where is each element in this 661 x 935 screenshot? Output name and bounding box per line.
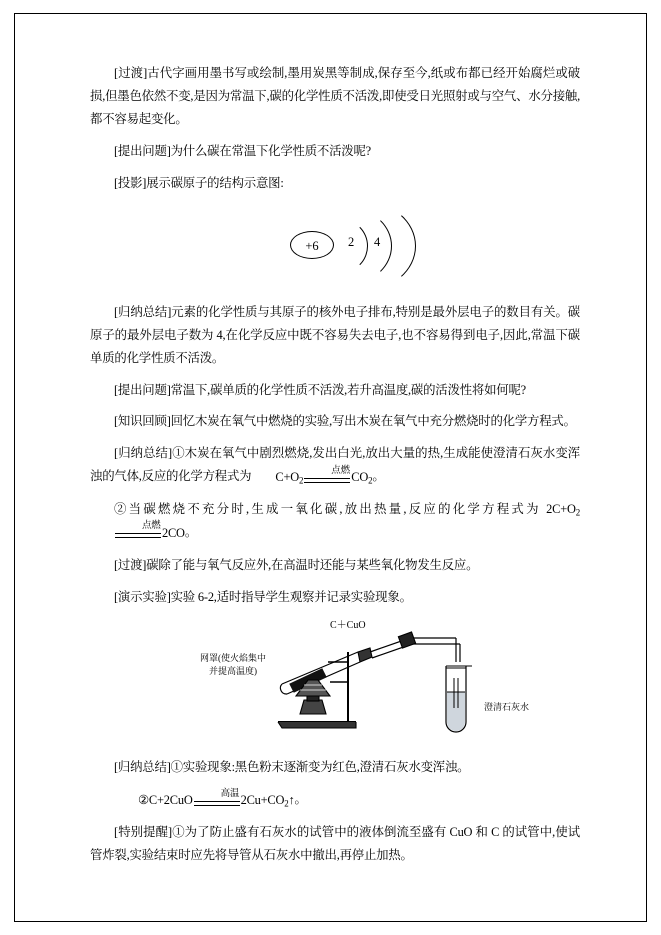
paragraph-knowledge-review: [知识回顾]回忆木炭在氧气中燃烧的实验,写出木炭在氧气中充分燃烧时的化学方程式。 (114, 414, 576, 429)
equation-1 (251, 466, 372, 489)
equation-1-left-sub: 2 (299, 475, 304, 486)
equation-1-left: C+O (275, 469, 299, 484)
carbon-atom-diagram (90, 205, 580, 283)
equation-3-right: 2Cu+CO (240, 793, 285, 808)
equation-1-condition: 点燃 (331, 465, 350, 476)
atom-nucleus-label: +6 (290, 231, 334, 259)
paragraph-demo-experiment: [演示实验]实验 6-2,适时指导学生观察并记录实验现象。 (114, 589, 412, 604)
paragraph-summary-2: [归纳总结]①实验现象:黑色粉末逐渐变为红色,澄清石灰水变浑浊。 (114, 760, 470, 775)
reaction-arrow-icon (194, 788, 240, 802)
paragraph-equation-3 (90, 788, 580, 812)
apparatus-drawing-icon (260, 622, 520, 740)
figure-label-mesh-cover: 网罩(使火焰集中并提高温度) (200, 653, 266, 677)
equation-3-arrow-up: ↑ (288, 793, 295, 808)
paragraph-special-note: [特别提醒]①为了防止盛有石灰水的试管中的液体倒流至盛有 CuO 和 C 的试管中,使试管炸裂,实验结束时应先将导管从石灰水中撤出,再停止加热。 (90, 825, 580, 862)
equation-3-prefix: ②C+2CuO (138, 793, 193, 808)
equation-2-prefix: ②当碳燃烧不充分时,生成一氧化碳,放出热量,反应的化学方程式为 2C+O (114, 501, 576, 516)
equation-1-right-sub: 2 (368, 475, 373, 486)
paragraph-transition-2: [过渡]碳除了能与氧气反应外,在高温时还能与某些氧化物发生反应。 (114, 557, 479, 572)
paragraph-equation-2 (90, 498, 580, 545)
equation-3-condition: 高温 (220, 788, 240, 799)
equation-3 (114, 789, 295, 812)
figure-label-reactants: C＋CuO (330, 620, 366, 632)
shell-electron-count-1: 2 (348, 234, 355, 249)
equation-3-suffix: 。 (294, 792, 307, 807)
equation-2 (90, 522, 185, 545)
reaction-arrow-icon (115, 521, 161, 534)
equation-1-right: CO (351, 469, 369, 484)
shell-electron-count-2: 4 (374, 234, 381, 249)
equation-2-condition: 点燃 (142, 521, 161, 532)
paragraph-transition: [过渡]古代字画用墨书写或绘制,墨用炭黑等制成,保存至今,纸或布都已经开始腐烂或破损,但墨色依然不变,是因为常温下,碳的化学性质不活泼,即使受日光照射或与空气、水分接触,都不容易起变化。 (90, 66, 580, 126)
equation-1-suffix: 。 (372, 469, 385, 484)
equation-3-right-sub: 2 (284, 798, 289, 809)
paragraph-projection: [投影]展示碳原子的结构示意图: (114, 175, 284, 190)
atom-structure-icon (290, 205, 430, 283)
paragraph-question-2: [提出问题]常温下,碳单质的化学性质不活泼,若升高温度,碳的活泼性将如何呢? (114, 382, 526, 397)
paragraph-question: [提出问题]为什么碳在常温下化学性质不活泼呢? (114, 143, 371, 158)
paragraph-summary-1: [归纳总结]元素的化学性质与其原子的核外电子排布,特别是最外层电子的数目有关。碳原子的最外层电子数为 4,在化学反应中既不容易失去电子,也不容易得到电子,因此,常温下碳单质的化学性质不活泼。 (90, 304, 580, 365)
document-content (90, 62, 580, 876)
experiment-apparatus-figure (90, 616, 580, 744)
figure-label-limewater: 澄清石灰水 (484, 702, 530, 713)
equation-1-prefix: [归纳总结]①木炭在氧气中剧烈燃烧,发出白光,放出大量的热,生成能使澄清石灰水变浑浊的气体,反应的化学方程式为 (90, 446, 580, 484)
equation-2-right: 2CO (162, 525, 185, 540)
paragraph-equation-1 (90, 442, 580, 489)
equation-2-prefix-sub: 2 (575, 507, 580, 518)
equation-2-suffix: 。 (184, 524, 198, 539)
electron-shell-3-icon (310, 201, 416, 291)
reaction-arrow-icon (304, 465, 350, 479)
